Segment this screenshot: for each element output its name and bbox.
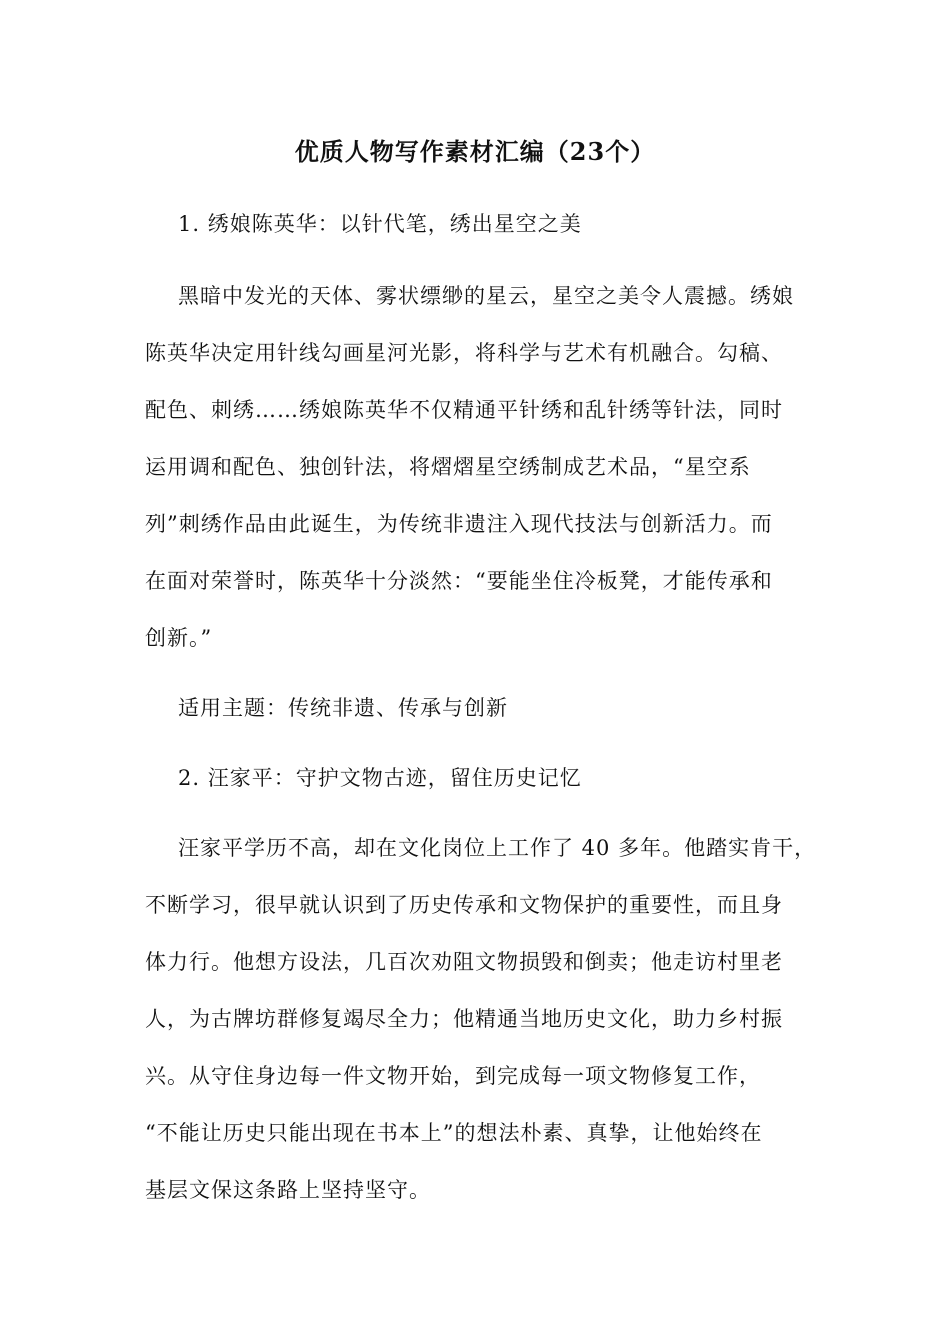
paragraph-line: 不断学习，很早就认识到了历史传承和文物保护的重要性，而且身 bbox=[145, 893, 783, 917]
paragraph-line: 黑暗中发光的天体、雾状缥缈的星云，星空之美令人震撼。绣娘 bbox=[178, 284, 794, 308]
paragraph-line: 创新。” bbox=[145, 626, 213, 650]
paragraph-line: 陈英华决定用针线勾画星河光影，将科学与艺术有机融合。勾稿、 bbox=[145, 341, 783, 365]
paragraph-line: 人，为古牌坊群修复竭尽全力；他精通当地历史文化，助力乡村振 bbox=[145, 1007, 783, 1031]
paragraph-line: 兴。从守住身边每一件文物开始，到完成每一项文物修复工作， bbox=[145, 1064, 761, 1088]
paragraph-line: 配色、刺绣……绣娘陈英华不仅精通平针绣和乱针绣等针法，同时 bbox=[145, 398, 783, 422]
section-topic-1: 适用主题：传统非遗、传承与创新 bbox=[178, 696, 508, 720]
paragraph-line: 汪家平学历不高，却在文化岗位上工作了 40 多年。他踏实肯干， bbox=[178, 836, 817, 860]
section-heading-2: 2. 汪家平：守护文物古迹，留住历史记忆 bbox=[178, 766, 582, 790]
section-heading-1: 1. 绣娘陈英华：以针代笔，绣出星空之美 bbox=[178, 212, 582, 236]
paragraph-line: “不能让历史只能出现在书本上”的想法朴素、真挚，让他始终在 bbox=[145, 1121, 763, 1145]
paragraph-line: 运用调和配色、独创针法，将熠熠星空绣制成艺术品，“星空系 bbox=[145, 455, 751, 479]
paragraph-line: 列”刺绣作品由此诞生，为传统非遗注入现代技法与创新活力。而 bbox=[145, 512, 773, 536]
paragraph-line: 在面对荣誉时，陈英华十分淡然：“要能坐住冷板凳，才能传承和 bbox=[145, 569, 773, 593]
paragraph-line: 基层文保这条路上坚持坚守。 bbox=[145, 1178, 431, 1202]
paragraph-line: 体力行。他想方设法，几百次劝阻文物损毁和倒卖；他走访村里老 bbox=[145, 950, 783, 974]
document-title: 优质人物写作素材汇编（23个） bbox=[294, 137, 656, 166]
